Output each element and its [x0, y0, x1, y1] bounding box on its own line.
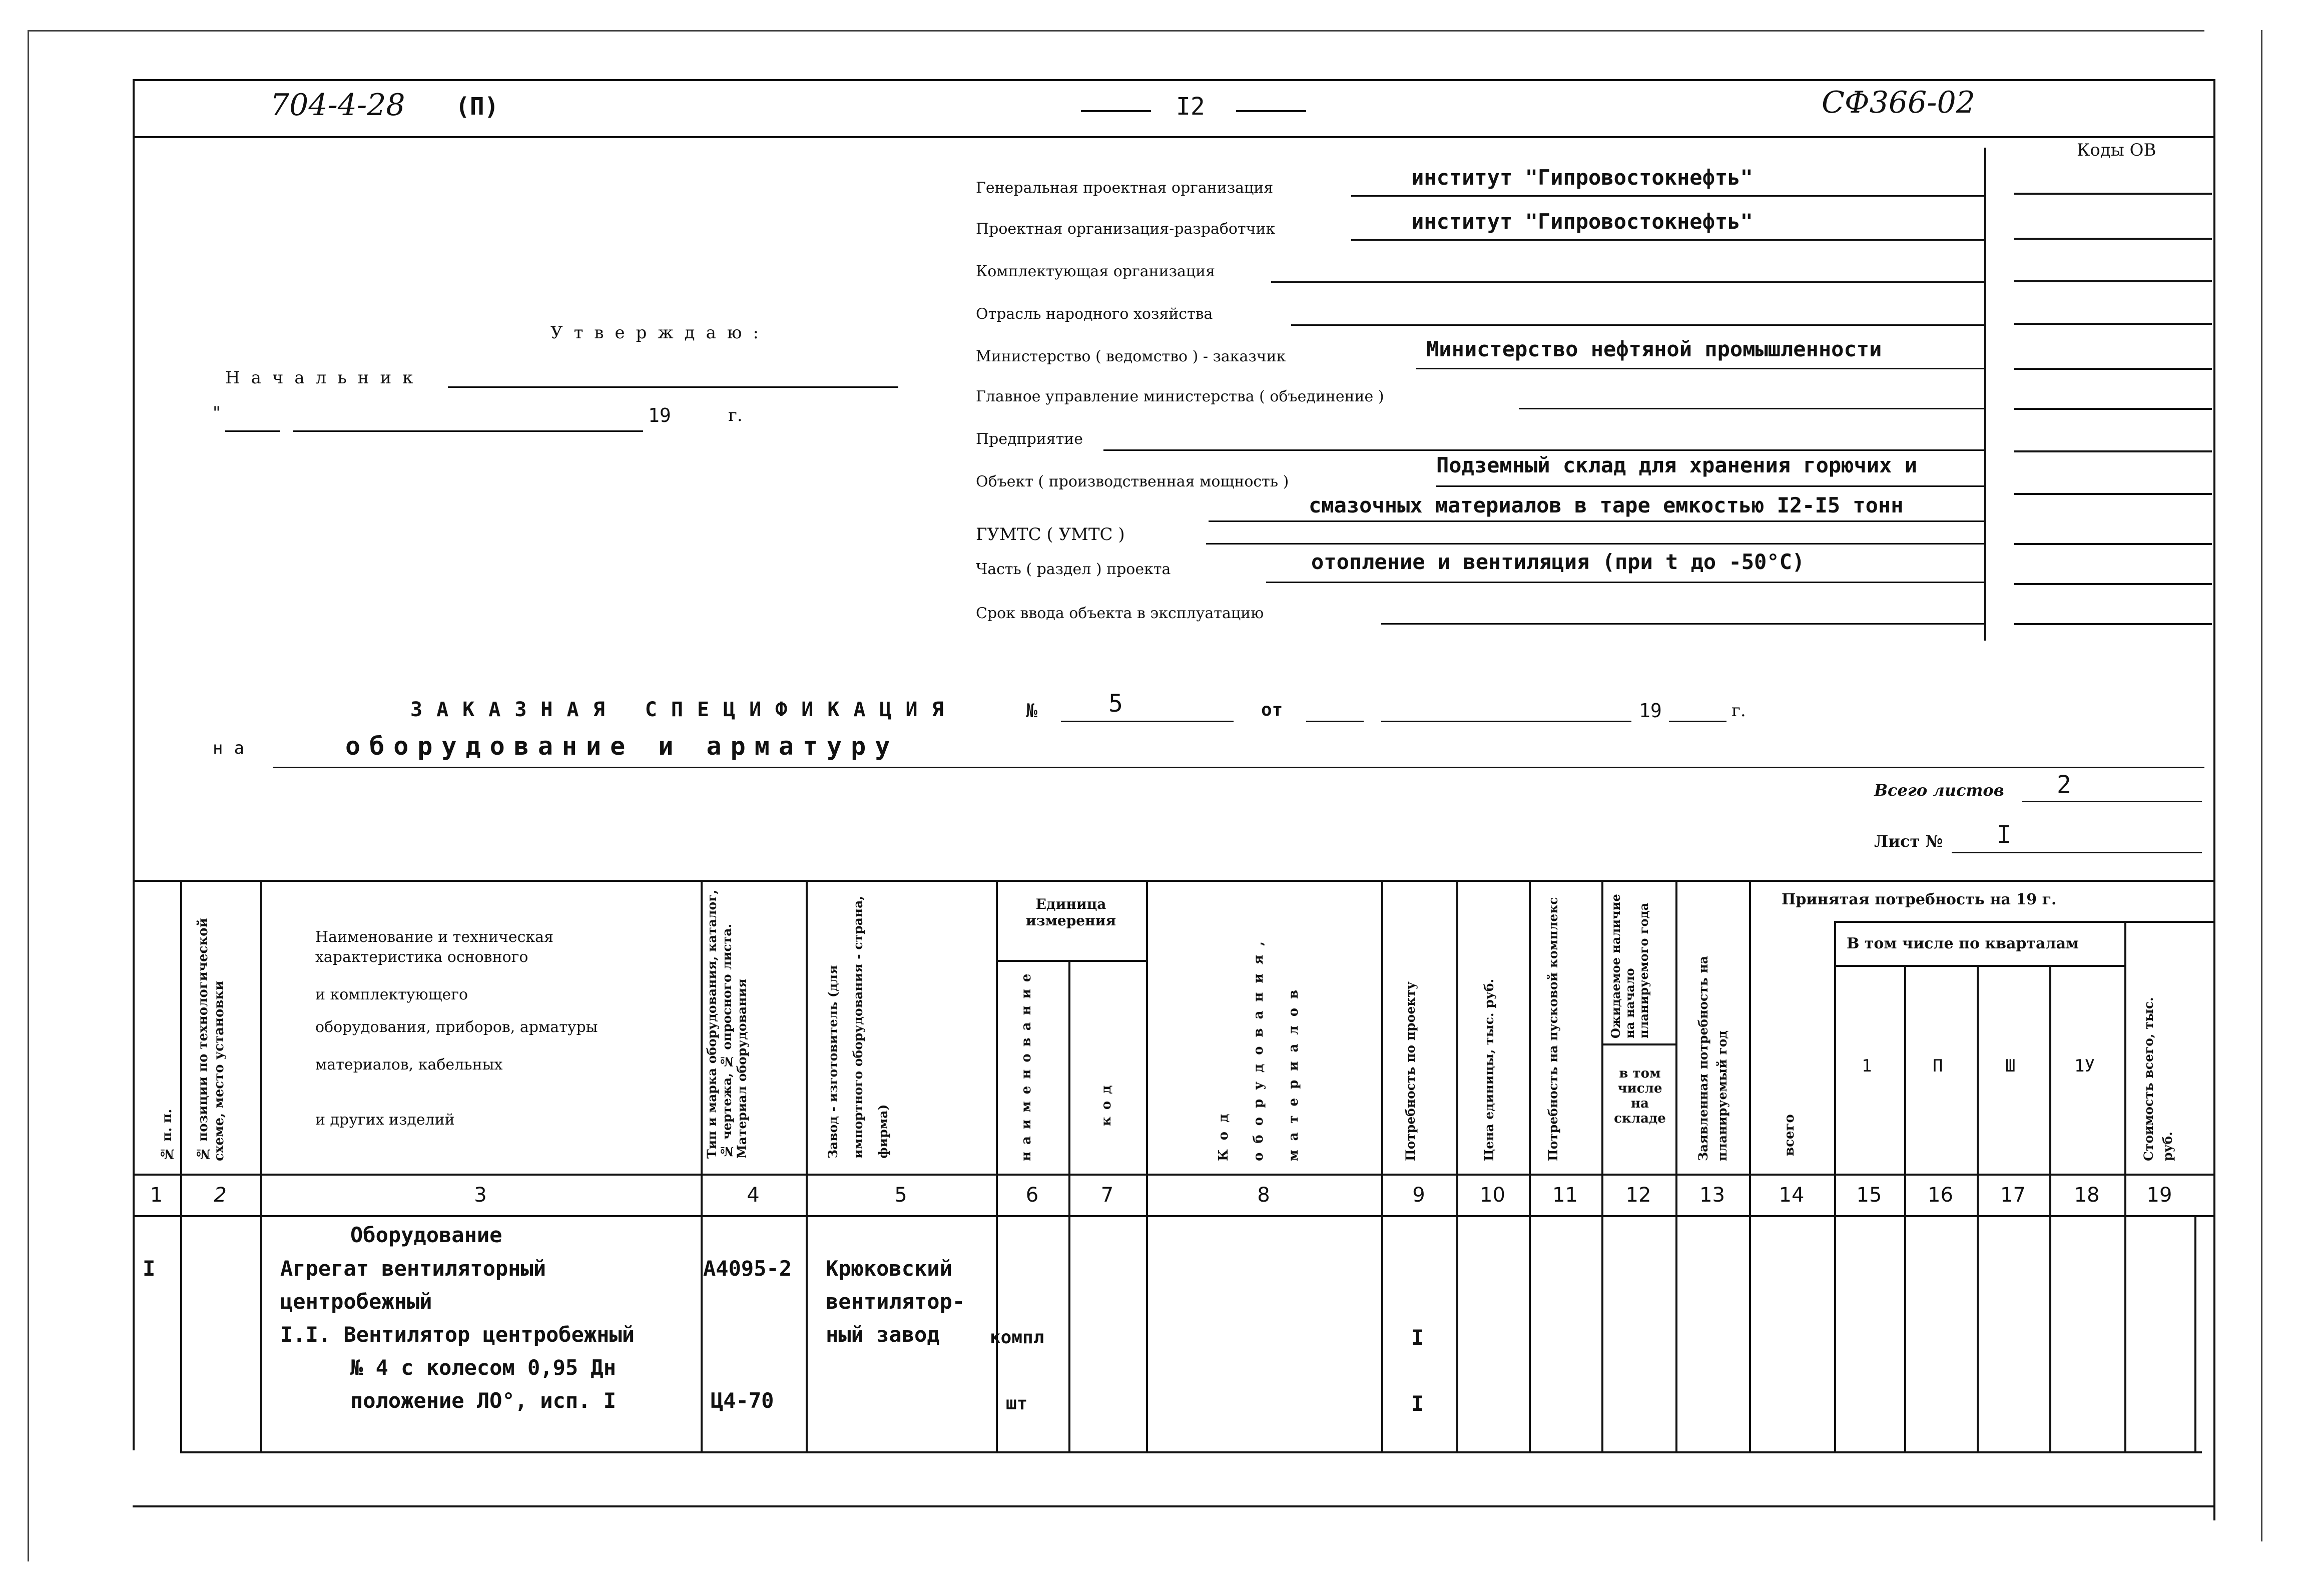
field-general-org-line [1351, 195, 1984, 197]
col-number: 12 [1625, 1184, 1651, 1207]
codes-line [2014, 280, 2212, 282]
header-c3-line4: оборудования, приборов, арматуры [315, 1018, 598, 1036]
codes-line [2014, 623, 2212, 625]
header-c7: код [1099, 1078, 1114, 1126]
col-number: 3 [474, 1184, 487, 1207]
frame-right [2213, 79, 2215, 1520]
field-general-org-label: Генеральная проектная организация [976, 179, 1274, 197]
col-number: 1 [150, 1184, 163, 1207]
col-divider [1529, 880, 1531, 1451]
col-divider [1749, 880, 1751, 1451]
sheet-line [1952, 852, 2202, 853]
row-type: Ц4-70 [711, 1388, 774, 1413]
codes-separator [1984, 148, 1986, 641]
field-gumts-label: ГУМТС ( УМТС ) [976, 524, 1125, 545]
col-number: 16 [1928, 1184, 1953, 1207]
doc-suffix: (П) [455, 93, 499, 121]
codes-line [2014, 238, 2212, 240]
codes-line [2014, 493, 2212, 495]
spec-year-line [1669, 721, 1726, 722]
row-name: Агрегат вентиляторный [280, 1256, 546, 1281]
approval-month-line [293, 430, 643, 432]
col-divider [996, 880, 998, 1451]
field-enterprise-label: Предприятие [976, 430, 1083, 448]
col-number: 15 [1856, 1184, 1882, 1207]
spec-on-label: на [213, 738, 255, 758]
field-part-label: Часть ( раздел ) проекта [976, 561, 1171, 578]
sheet-value: I [1997, 821, 2011, 849]
header-c12-bottom: в том числе на складе [1614, 1066, 1666, 1126]
col-number: 14 [1779, 1184, 1805, 1207]
approval-day-line [225, 430, 280, 432]
row-qty: I [1411, 1325, 1424, 1350]
field-ministry-line [1416, 368, 1984, 369]
col-divider [260, 880, 262, 1451]
spec-year-suffix: г. [1732, 701, 1746, 721]
col-number: 13 [1699, 1184, 1725, 1207]
spec-title: ЗАКАЗНАЯ СПЕЦИФИКАЦИЯ [410, 698, 958, 721]
row-num: I [143, 1256, 156, 1281]
spec-year-prefix: 19 [1639, 700, 1662, 722]
unit-group-line [996, 960, 1146, 962]
col-divider [1977, 965, 1979, 1451]
spec-no-label: № [1026, 700, 1037, 722]
sheet-label: Лист № [1874, 832, 1943, 851]
field-deadline-label: Срок ввода объекта в эксплуатацию [976, 605, 1264, 622]
codes-line [2014, 323, 2212, 325]
col-number: 6 [1025, 1184, 1039, 1207]
header-c3-line2: характеристика основного [315, 948, 528, 966]
codes-label: Коды ОВ [2077, 140, 2156, 160]
row-name: положение ЛО°, исп. I [350, 1388, 617, 1413]
field-object-line [1436, 485, 1984, 487]
col-number: 7 [1100, 1184, 1114, 1207]
col-number: 18 [2074, 1184, 2100, 1207]
col-number: 19 [2146, 1184, 2172, 1207]
quarters-group-line [1834, 965, 2124, 967]
approval-chief-line [448, 386, 898, 388]
col-number: 10 [1480, 1184, 1505, 1207]
header-c1: № п. п. [160, 1109, 175, 1161]
header-c3-line6: и других изделий [315, 1111, 455, 1129]
header-c3-line5: материалов, кабельных [315, 1056, 503, 1074]
header-c4: Тип и марка оборудования, каталог, № чертежа, № опросного листа. Материал оборудования [705, 889, 749, 1159]
row-qty: I [1411, 1391, 1424, 1416]
col-divider [2194, 1215, 2196, 1451]
field-complect-org-label: Комплектующая организация [976, 263, 1216, 280]
field-deadline-line [1381, 623, 1984, 625]
codes-line [2014, 408, 2212, 410]
col-number: 9 [1412, 1184, 1425, 1207]
frame-bottom [133, 1505, 2215, 1507]
header-c12-top: Ожидаемое наличие на начало планируемого года [1608, 894, 1651, 1038]
sheet-edge-top [28, 30, 2204, 32]
approval-chief: Начальник [225, 368, 424, 388]
spec-number: 5 [1108, 690, 1123, 718]
header-accepted-group: Принятая потребность на 19 г. [1782, 891, 2057, 908]
codes-line [2014, 543, 2212, 545]
header-unit-group: Единица измерения [1025, 896, 1116, 929]
row-type: А4095-2 [703, 1256, 792, 1281]
approval-year-prefix: 19 [648, 404, 671, 426]
field-object-value-2: смазочных материалов в таре емкостью I2-I5 тонн [1309, 493, 1904, 517]
row-name: центробежный [280, 1289, 432, 1314]
frame-left [133, 79, 135, 1450]
page-number: I2 [1176, 93, 1205, 121]
col-divider [2049, 965, 2051, 1451]
row-name: I.I. Вентилятор центробежный [280, 1322, 635, 1347]
field-part-value: отопление и вентиляция (при t до -50°C) [1311, 550, 1805, 574]
header-c14: всего [1782, 1114, 1797, 1156]
col-number: 5 [894, 1184, 907, 1207]
header-q4: 1У [2074, 1056, 2095, 1076]
total-sheets-line [2022, 801, 2202, 802]
spec-subject-line [273, 767, 2204, 768]
table-colnum-bottom-line [133, 1215, 2213, 1217]
row-maker: вентилятор- [826, 1289, 965, 1314]
field-general-org-value: институт "Гипровостокнефть" [1411, 165, 1753, 190]
header-c9: Потребность по проекту [1403, 981, 1418, 1161]
col-divider [1381, 880, 1383, 1451]
col-divider [1675, 880, 1677, 1451]
sheet-edge-right [2261, 30, 2262, 1541]
col-divider [1146, 880, 1148, 1451]
header-c3-line3: и комплектующего [315, 986, 468, 1003]
col-number: 11 [1552, 1184, 1578, 1207]
header-bottom-line [133, 136, 2215, 138]
col-divider [180, 880, 182, 1451]
table-header-bottom-line [133, 1174, 2213, 1176]
field-main-dept-label: Главное управление министерства ( объединение ) [976, 388, 1384, 405]
col-divider [1601, 880, 1603, 1451]
header-c8: Код оборудования, материалов [1216, 932, 1301, 1161]
page-number-dash-left [1081, 110, 1151, 112]
col-number: 4 [747, 1184, 760, 1207]
field-project-org-label: Проектная организация-разработчик [976, 220, 1276, 238]
doc-code: 704-4-28 [270, 88, 405, 123]
header-c11: Потребность на пусковой комплекс [1546, 897, 1560, 1161]
spec-subject: оборудование и арматуру [345, 732, 899, 761]
spec-month-line [1381, 721, 1631, 722]
accepted-group-line [1834, 921, 2213, 923]
field-ministry-label: Министерство ( ведомство ) - заказчик [976, 348, 1286, 365]
header-c13: Заявленная потребность на планируемый год [1696, 956, 1730, 1161]
row-section-heading: Оборудование [350, 1223, 502, 1247]
col-divider [701, 880, 703, 1451]
field-industry-label: Отрасль народного хозяйства [976, 305, 1213, 323]
col-number: 2 [214, 1184, 227, 1207]
field-object-label: Объект ( производственная мощность ) [976, 473, 1289, 490]
field-enterprise-line [1103, 449, 1984, 451]
header-c19: Стоимость всего, тыс. руб. [2141, 997, 2175, 1161]
field-complect-org-line [1271, 281, 1984, 283]
spec-day-line [1306, 721, 1364, 722]
total-sheets-value: 2 [2057, 771, 2071, 799]
total-sheets-label: Всего листов [1874, 781, 2004, 800]
spec-from-label: от [1261, 700, 1283, 720]
row-maker: Крюковский [826, 1256, 952, 1281]
header-q3: Ш [2005, 1056, 2016, 1076]
codes-line [2014, 193, 2212, 195]
field-industry-line [1291, 324, 1984, 326]
row-maker: ный завод [826, 1322, 940, 1347]
row-unit: компл [990, 1327, 1044, 1348]
col-divider [1904, 965, 1906, 1451]
field-project-org-line [1351, 239, 1984, 241]
header-c2: № позиции по технологической схеме, место установки [196, 918, 227, 1161]
field-gumts-line [1206, 543, 1984, 545]
field-project-org-value: институт "Гипровостокнефть" [1411, 209, 1753, 234]
header-c5: Завод - изготовитель (для импортного оборудования - страна, фирма) [826, 896, 890, 1159]
col-divider [1456, 880, 1458, 1451]
col-number: 8 [1257, 1184, 1270, 1207]
page-number-dash-right [1236, 110, 1306, 112]
header-c3-line1: Наименование и техническая [315, 928, 553, 946]
sheet-edge-left [28, 30, 29, 1561]
field-object-line-2 [1209, 520, 1984, 522]
approval-quote: " [213, 403, 221, 423]
series-code: СФ366-02 [1822, 85, 1975, 120]
header-c10: Цена единицы, тыс. руб. [1482, 978, 1496, 1161]
col-number: 17 [2000, 1184, 2026, 1207]
frame-top [133, 79, 2215, 81]
spec-number-line [1061, 721, 1234, 722]
row-unit: шт [1006, 1393, 1028, 1414]
codes-line [2014, 368, 2212, 370]
header-q2: П [1933, 1056, 1943, 1076]
field-ministry-value: Министерство нефтяной промышленности [1426, 337, 1882, 361]
approval-year-suffix: г. [728, 405, 743, 425]
table-body-bottom-line [180, 1451, 2202, 1453]
field-part-line [1266, 582, 1984, 583]
table-top-line [133, 880, 2213, 882]
row-name: № 4 с колесом 0,95 Дн [350, 1355, 617, 1380]
col-divider [806, 880, 808, 1451]
approval-title: Утверждаю: [550, 323, 770, 343]
header-q1: 1 [1862, 1056, 1872, 1076]
field-main-dept-line [1519, 408, 1984, 409]
header-c6: наименование [1019, 966, 1034, 1161]
header-quarters-group: В том числе по кварталам [1847, 935, 2079, 952]
field-object-value: Подземный склад для хранения горючих и [1436, 453, 1917, 477]
codes-line [2014, 450, 2212, 452]
stock-split-line [1601, 1043, 1675, 1045]
codes-line [2014, 583, 2212, 585]
